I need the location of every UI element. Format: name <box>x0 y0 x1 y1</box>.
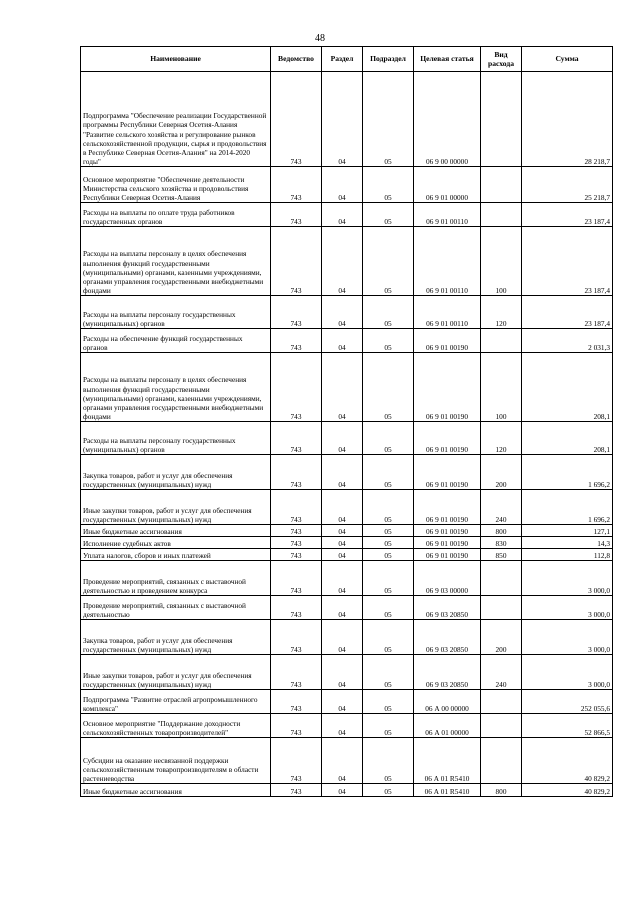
cell-dept: 743 <box>271 690 322 714</box>
cell-name: Проведение мероприятий, связанных с выставочной деятельностью и проведением конкурса <box>81 561 271 596</box>
cell-type <box>481 690 522 714</box>
table-row <box>81 490 613 525</box>
cell-target: 06 9 01 00110 <box>414 296 481 329</box>
column-header-name: Наименование <box>81 47 271 72</box>
cell-sum: 2 031,3 <box>522 329 613 353</box>
cell-dept: 743 <box>271 296 322 329</box>
cell-sum: 208,1 <box>522 422 613 455</box>
cell-section: 04 <box>322 537 363 549</box>
cell-subsection: 05 <box>363 690 414 714</box>
cell-section: 04 <box>322 655 363 690</box>
cell-name: Иные бюджетные ассигнования <box>81 525 271 537</box>
cell-name: Иные закупки товаров, работ и услуг для обеспечения государственных (муниципальных) нужд <box>81 490 271 525</box>
cell-target: 06 9 01 00190 <box>414 537 481 549</box>
cell-subsection: 05 <box>363 561 414 596</box>
cell-section: 04 <box>322 784 363 797</box>
budget-table <box>80 46 613 797</box>
cell-name: Проведение мероприятий, связанных с выставочной деятельностью <box>81 596 271 620</box>
column-header-sum: Сумма <box>522 47 613 72</box>
cell-name: Уплата налогов, сборов и иных платежей <box>81 549 271 561</box>
table-row <box>81 690 613 714</box>
cell-name: Иные закупки товаров, работ и услуг для обеспечения государственных (муниципальных) нужд <box>81 655 271 690</box>
cell-name: Иные бюджетные ассигнования <box>81 784 271 797</box>
table-row <box>81 738 613 784</box>
cell-type: 100 <box>481 353 522 422</box>
table-row <box>81 525 613 537</box>
cell-dept: 743 <box>271 537 322 549</box>
cell-target: 06 9 01 00000 <box>414 167 481 203</box>
cell-sum: 23 187,4 <box>522 227 613 296</box>
cell-name: Расходы на выплаты персоналу в целях обеспечения выполнения функций государственными (муниципальными) органами, казенными учреждениями, органами управления государственными внебюджетными фондами <box>81 353 271 422</box>
cell-type: 200 <box>481 620 522 655</box>
cell-type <box>481 72 522 167</box>
cell-type <box>481 167 522 203</box>
cell-sum: 3 000,0 <box>522 655 613 690</box>
table-row <box>81 329 613 353</box>
cell-subsection: 05 <box>363 490 414 525</box>
cell-type: 200 <box>481 455 522 490</box>
cell-subsection: 05 <box>363 353 414 422</box>
cell-section: 04 <box>322 620 363 655</box>
cell-target: 06 9 01 00190 <box>414 422 481 455</box>
cell-type: 240 <box>481 490 522 525</box>
cell-target: 06 9 01 00190 <box>414 353 481 422</box>
table-row <box>81 620 613 655</box>
cell-type <box>481 203 522 227</box>
cell-type <box>481 596 522 620</box>
cell-target: 06 9 01 00190 <box>414 455 481 490</box>
cell-type: 800 <box>481 525 522 537</box>
cell-dept: 743 <box>271 655 322 690</box>
cell-target: 06 А 00 00000 <box>414 690 481 714</box>
cell-subsection: 05 <box>363 620 414 655</box>
cell-name: Расходы на выплаты персоналу государственных (муниципальных) органов <box>81 422 271 455</box>
cell-sum: 252 055,6 <box>522 690 613 714</box>
cell-type: 240 <box>481 655 522 690</box>
cell-dept: 743 <box>271 490 322 525</box>
cell-type: 100 <box>481 227 522 296</box>
table-row <box>81 537 613 549</box>
cell-target: 06 9 03 20850 <box>414 596 481 620</box>
cell-section: 04 <box>322 353 363 422</box>
cell-name: Исполнение судебных актов <box>81 537 271 549</box>
cell-dept: 743 <box>271 227 322 296</box>
cell-name: Расходы на обеспечение функций государственных органов <box>81 329 271 353</box>
cell-type <box>481 329 522 353</box>
table-header-row <box>81 47 613 72</box>
cell-dept: 743 <box>271 784 322 797</box>
table-row <box>81 561 613 596</box>
cell-dept: 743 <box>271 738 322 784</box>
cell-section: 04 <box>322 714 363 738</box>
cell-dept: 743 <box>271 353 322 422</box>
cell-target: 06 9 01 00190 <box>414 490 481 525</box>
cell-subsection: 05 <box>363 784 414 797</box>
cell-type <box>481 714 522 738</box>
cell-dept: 743 <box>271 620 322 655</box>
cell-section: 04 <box>322 561 363 596</box>
cell-type: 850 <box>481 549 522 561</box>
table-row <box>81 455 613 490</box>
table-row <box>81 72 613 167</box>
cell-sum: 1 696,2 <box>522 455 613 490</box>
cell-sum: 3 000,0 <box>522 620 613 655</box>
table-row <box>81 167 613 203</box>
table-row <box>81 203 613 227</box>
cell-sum: 208,1 <box>522 353 613 422</box>
cell-dept: 743 <box>271 525 322 537</box>
cell-section: 04 <box>322 738 363 784</box>
cell-subsection: 05 <box>363 738 414 784</box>
cell-section: 04 <box>322 490 363 525</box>
cell-section: 04 <box>322 167 363 203</box>
table-row <box>81 296 613 329</box>
cell-sum: 52 866,5 <box>522 714 613 738</box>
cell-name: Подпрограмма "Развитие отраслей агропромышленного комплекса" <box>81 690 271 714</box>
cell-type: 830 <box>481 537 522 549</box>
table-body <box>81 72 613 797</box>
cell-subsection: 05 <box>363 537 414 549</box>
cell-subsection: 05 <box>363 422 414 455</box>
cell-target: 06 9 01 00190 <box>414 549 481 561</box>
cell-target: 06 9 01 00190 <box>414 525 481 537</box>
cell-target: 06 9 03 20850 <box>414 620 481 655</box>
table-row <box>81 353 613 422</box>
cell-subsection: 05 <box>363 525 414 537</box>
cell-dept: 743 <box>271 329 322 353</box>
cell-dept: 743 <box>271 72 322 167</box>
cell-dept: 743 <box>271 596 322 620</box>
cell-section: 04 <box>322 203 363 227</box>
cell-name: Субсидии на оказание несвязанной поддержки сельскохозяйственным товаропроизводителям в области растениеводства <box>81 738 271 784</box>
cell-sum: 3 000,0 <box>522 561 613 596</box>
cell-target: 06 А 01 R5410 <box>414 784 481 797</box>
cell-sum: 25 218,7 <box>522 167 613 203</box>
cell-type: 120 <box>481 422 522 455</box>
cell-sum: 3 000,0 <box>522 596 613 620</box>
cell-subsection: 05 <box>363 596 414 620</box>
cell-subsection: 05 <box>363 455 414 490</box>
cell-dept: 743 <box>271 561 322 596</box>
cell-sum: 1 696,2 <box>522 490 613 525</box>
cell-section: 04 <box>322 422 363 455</box>
page-number: 48 <box>315 33 325 44</box>
cell-dept: 743 <box>271 455 322 490</box>
cell-section: 04 <box>322 227 363 296</box>
cell-dept: 743 <box>271 203 322 227</box>
column-header-target: Целевая статья <box>414 47 481 72</box>
table-row <box>81 422 613 455</box>
cell-subsection: 05 <box>363 655 414 690</box>
cell-section: 04 <box>322 525 363 537</box>
cell-sum: 40 829,2 <box>522 784 613 797</box>
cell-name: Расходы на выплаты по оплате труда работников государственных органов <box>81 203 271 227</box>
cell-name: Основное мероприятие "Обеспечение деятельности Министерства сельского хозяйства и продовольствия Республики Северная Осетия-Алания <box>81 167 271 203</box>
cell-name: Закупка товаров, работ и услуг для обеспечения государственных (муниципальных) нужд <box>81 620 271 655</box>
cell-sum: 14,3 <box>522 537 613 549</box>
table-row <box>81 549 613 561</box>
cell-target: 06 9 00 00000 <box>414 72 481 167</box>
cell-name: Расходы на выплаты персоналу в целях обеспечения выполнения функций государственными (муниципальными) органами, казенными учреждениями, органами управления государственными внебюджетными фондами <box>81 227 271 296</box>
table-row <box>81 714 613 738</box>
table-row <box>81 227 613 296</box>
cell-type: 120 <box>481 296 522 329</box>
table-row <box>81 784 613 797</box>
cell-name: Закупка товаров, работ и услуг для обеспечения государственных (муниципальных) нужд <box>81 455 271 490</box>
cell-sum: 127,1 <box>522 525 613 537</box>
cell-subsection: 05 <box>363 549 414 561</box>
cell-subsection: 05 <box>363 227 414 296</box>
cell-sum: 28 218,7 <box>522 72 613 167</box>
cell-section: 04 <box>322 72 363 167</box>
cell-target: 06 9 03 20850 <box>414 655 481 690</box>
cell-sum: 23 187,4 <box>522 296 613 329</box>
cell-sum: 40 829,2 <box>522 738 613 784</box>
cell-section: 04 <box>322 329 363 353</box>
cell-type <box>481 561 522 596</box>
cell-type: 800 <box>481 784 522 797</box>
cell-subsection: 05 <box>363 72 414 167</box>
column-header-department: Ведомство <box>271 47 322 72</box>
cell-target: 06 А 01 R5410 <box>414 738 481 784</box>
table-row <box>81 655 613 690</box>
cell-dept: 743 <box>271 422 322 455</box>
cell-target: 06 9 03 00000 <box>414 561 481 596</box>
cell-sum: 112,8 <box>522 549 613 561</box>
cell-subsection: 05 <box>363 203 414 227</box>
cell-subsection: 05 <box>363 329 414 353</box>
cell-section: 04 <box>322 455 363 490</box>
column-header-subsection: Подраздел <box>363 47 414 72</box>
table-row <box>81 596 613 620</box>
cell-name: Подпрограмма "Обеспечение реализации Государственной программы Республики Северная Осетия-Алания "Развитие сельского хозяйства и регулирование рынков сельскохозяйственной продукции, сырья и продовольствия в Республике Северная Осетия-Алания" на 2014-2020 годы" <box>81 72 271 167</box>
cell-target: 06 9 01 00190 <box>414 329 481 353</box>
cell-name: Расходы на выплаты персоналу государственных (муниципальных) органов <box>81 296 271 329</box>
cell-dept: 743 <box>271 167 322 203</box>
cell-dept: 743 <box>271 714 322 738</box>
cell-name: Основное мероприятие "Поддержание доходности сельскохозяйственных товаропроизводителей" <box>81 714 271 738</box>
cell-section: 04 <box>322 296 363 329</box>
cell-dept: 743 <box>271 549 322 561</box>
cell-section: 04 <box>322 549 363 561</box>
cell-section: 04 <box>322 596 363 620</box>
cell-type <box>481 738 522 784</box>
cell-subsection: 05 <box>363 167 414 203</box>
cell-target: 06 9 01 00110 <box>414 203 481 227</box>
column-header-expense-type: Вид расхода <box>481 47 522 72</box>
cell-target: 06 А 01 00000 <box>414 714 481 738</box>
column-header-section: Раздел <box>322 47 363 72</box>
cell-target: 06 9 01 00110 <box>414 227 481 296</box>
cell-subsection: 05 <box>363 714 414 738</box>
cell-sum: 23 187,4 <box>522 203 613 227</box>
cell-section: 04 <box>322 690 363 714</box>
cell-subsection: 05 <box>363 296 414 329</box>
